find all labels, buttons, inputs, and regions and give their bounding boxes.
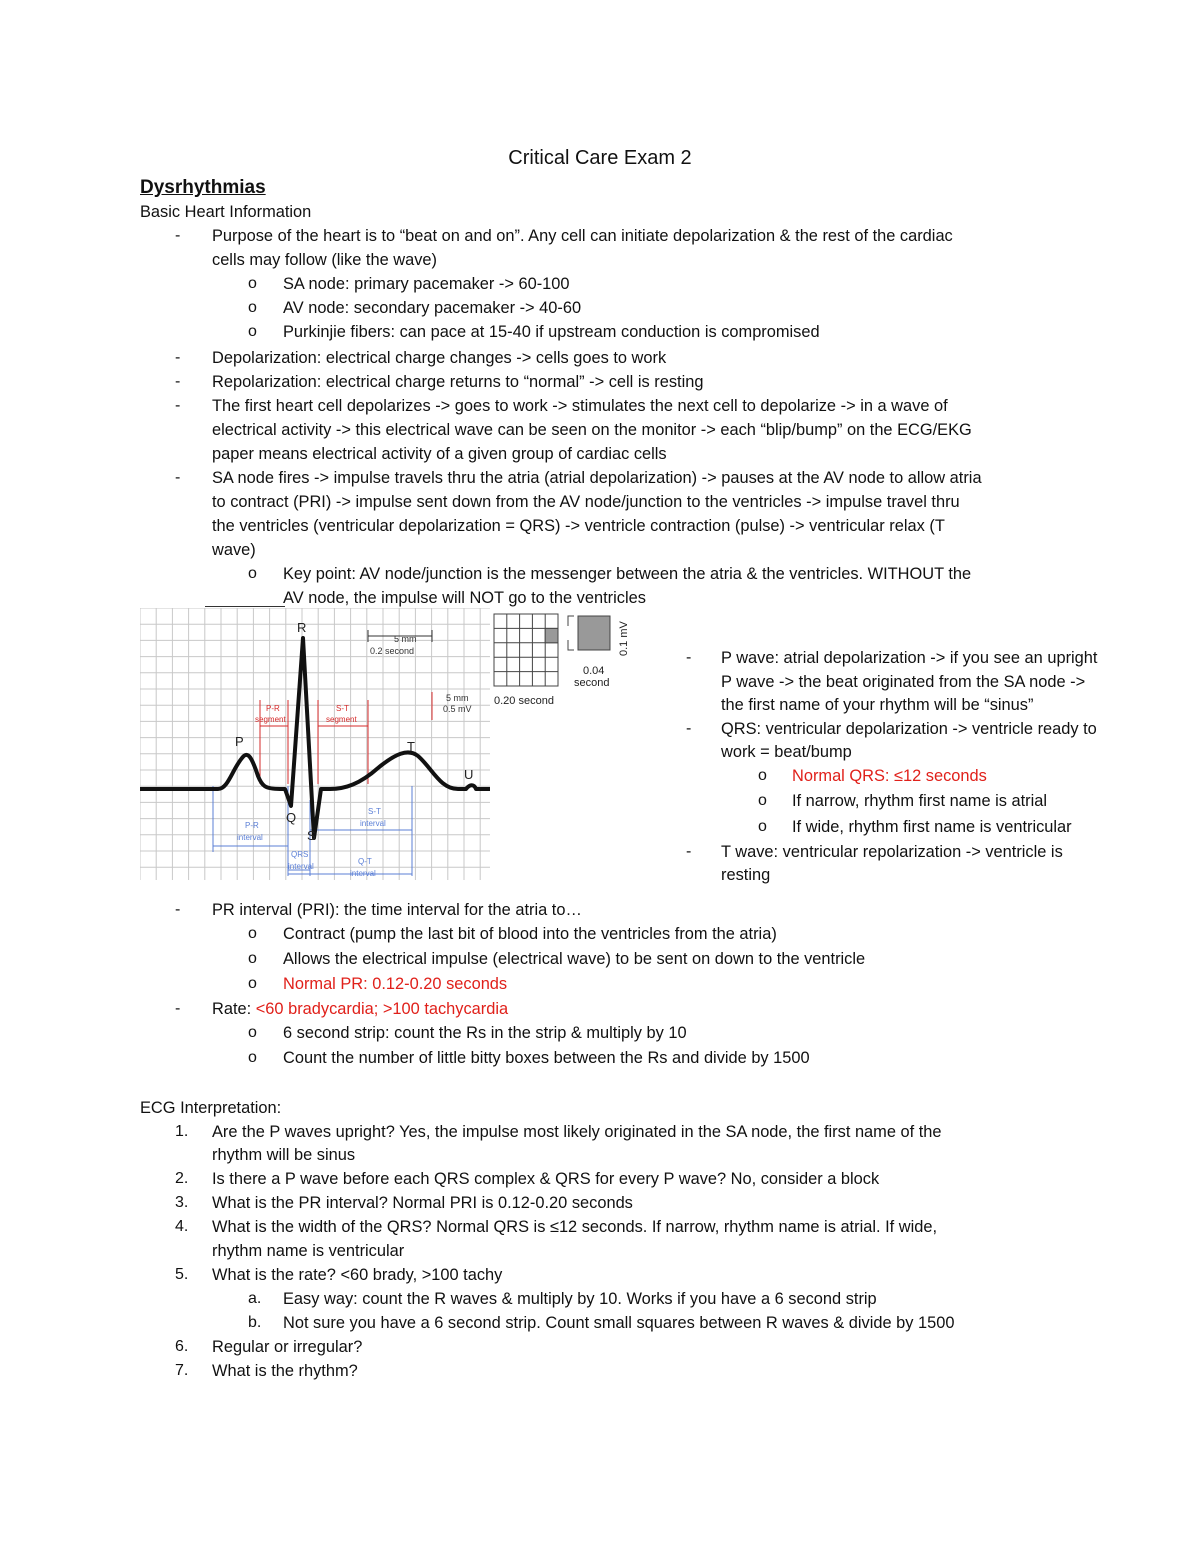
text-line: Not sure you have a 6 second strip. Count small squares between R waves & divide by 1500 — [283, 1314, 955, 1332]
sub-bullet-marker: o — [248, 1049, 257, 1066]
label-qt-interval: Q-T — [358, 857, 372, 866]
sub-bullet-marker: o — [248, 925, 257, 942]
text-line: The first heart cell depolarizes -> goes to work -> stimulates the next cell to depolarize -> in a wave of — [212, 397, 948, 415]
text-line: Allows the electrical impulse (electrical wave) to be sent on down to the ventricle — [283, 950, 866, 968]
text-line: resting — [721, 866, 771, 884]
label-st-interval: interval — [360, 819, 386, 828]
sub-bullet-marker: o — [758, 792, 767, 809]
text-line: SA node: primary pacemaker -> 60-100 — [283, 275, 570, 293]
sub-bullet-marker: o — [758, 767, 767, 784]
label-st-interval: S-T — [368, 807, 381, 816]
text-line: PR interval (PRI): the time interval for the atria to… — [212, 901, 582, 919]
label-Q: Q — [286, 810, 297, 825]
label-5mm: 5 mm — [394, 634, 417, 644]
text-line-highlight: Normal PR: 0.12-0.20 seconds — [283, 975, 508, 993]
label-pr-segment: segment — [255, 715, 286, 724]
ecg-waveform-figure — [140, 608, 490, 880]
label-qrs-interval: QRS — [291, 850, 309, 859]
bullet-marker: - — [175, 469, 181, 486]
text-line: P wave: atrial depolarization -> if you see an upright — [721, 649, 1098, 667]
rate-label: Rate: — [212, 1000, 256, 1018]
label-st-segment: segment — [326, 715, 357, 724]
text-line: SA node fires -> impulse travels thru the atria (atrial depolarization) -> pauses at the AV node to allow atria — [212, 469, 982, 487]
label-0.2-second: 0.2 second — [370, 646, 415, 656]
label-0.04: 0.04 — [583, 665, 605, 677]
text-line: AV node, the impulse will NOT go to the ventricles — [283, 589, 646, 607]
text-line: Are the P waves upright? Yes, the impulse most likely originated in the SA node, the first name of the — [212, 1123, 942, 1141]
text-line: QRS: ventricular depolarization -> ventricle ready to — [721, 720, 1097, 738]
rate-range-highlight: <60 bradycardia; >100 tachycardia — [255, 1000, 509, 1018]
label-T: T — [407, 739, 415, 754]
bullet-marker: - — [175, 1000, 181, 1017]
bullet-marker: - — [686, 720, 692, 737]
text-line: paper means electrical activity of a given group of cardiac cells — [212, 445, 667, 463]
label-R: R — [297, 620, 307, 635]
label-st-segment: S-T — [336, 704, 349, 713]
text-line: Easy way: count the R waves & multiply by 10. Works if you have a 6 second strip — [283, 1290, 877, 1308]
label-S: S — [307, 828, 316, 843]
label-P: P — [235, 734, 244, 749]
label-pr-segment: P-R — [266, 704, 280, 713]
label-0.1-mv: 0.1 mV — [618, 621, 630, 656]
text-line: Repolarization: electrical charge returns to “normal” -> cell is resting — [212, 373, 704, 391]
text-line: Count the number of little bitty boxes between the Rs and divide by 1500 — [283, 1049, 810, 1067]
text-line: What is the rate? <60 brady, >100 tachy — [212, 1266, 503, 1284]
figure-top-rule — [205, 606, 285, 607]
text-line: P wave -> the beat originated from the SA node -> — [721, 673, 1086, 691]
text-line: Is there a P wave before each QRS complex & QRS for every P wave? No, consider a block — [212, 1170, 880, 1188]
list-number: 7. — [175, 1362, 189, 1379]
text-line: Contract (pump the last bit of blood into the ventricles from the atria) — [283, 925, 777, 943]
sub-bullet-marker: o — [248, 323, 257, 340]
bullet-marker: - — [175, 373, 181, 390]
bullet-marker: - — [686, 843, 692, 860]
sub-bullet-marker: o — [248, 1024, 257, 1041]
text-line: Purpose of the heart is to “beat on and on”. Any cell can initiate depolarization & the rest of the cardiac — [212, 227, 953, 245]
text-line: What is the rhythm? — [212, 1362, 358, 1380]
text-line: the ventricles (ventricular depolarization = QRS) -> ventricle contraction (pulse) -> ventricular relax (T — [212, 517, 945, 535]
text-line: 6 second strip: count the Rs in the strip & multiply by 10 — [283, 1024, 687, 1042]
sub-bullet-marker: o — [248, 299, 257, 316]
sub-bullet-marker: o — [248, 950, 257, 967]
ecg-paper-grid-figure — [490, 608, 640, 710]
text-line: the first name of your rhythm will be “sinus” — [721, 696, 1034, 714]
label-qt-interval: interval — [350, 869, 376, 878]
label-pr-interval: P-R — [245, 821, 259, 830]
list-letter: a. — [248, 1290, 262, 1307]
bullet-marker: - — [175, 349, 181, 366]
text-line — [212, 997, 508, 1021]
text-line: If wide, rhythm first name is ventricular — [792, 818, 1072, 836]
bullet-marker: - — [175, 901, 181, 918]
text-line: Key point: AV node/junction is the messenger between the atria & the ventricles. WITHOUT the — [283, 565, 972, 583]
list-number: 2. — [175, 1170, 189, 1187]
list-number: 4. — [175, 1218, 189, 1235]
text-line: What is the PR interval? Normal PRI is 0.12-0.20 seconds — [212, 1194, 633, 1212]
label-0.20-second: 0.20 second — [494, 695, 554, 707]
bullet-marker: - — [686, 649, 692, 666]
text-line: electrical activity -> this electrical wave can be seen on the monitor -> each “blip/bump” on the ECG/EKG — [212, 421, 972, 439]
label-0.5-mv: 0.5 mV — [443, 704, 472, 714]
list-number: 6. — [175, 1338, 189, 1355]
label-U: U — [464, 767, 474, 782]
text-line: rhythm will be sinus — [212, 1146, 356, 1164]
text-line: rhythm name is ventricular — [212, 1242, 405, 1260]
text-line: AV node: secondary pacemaker -> 40-60 — [283, 299, 582, 317]
label-qrs-interval: interval — [288, 862, 314, 871]
text-line: to contract (PRI) -> impulse sent down from the AV node/junction to the ventricles -> impulse travel thru — [212, 493, 960, 511]
text-line: Purkinjie fibers: can pace at 15-40 if upstream conduction is compromised — [283, 323, 820, 341]
subheading-ecg-interpretation: ECG Interpretation: — [140, 1099, 282, 1117]
bullet-marker: - — [175, 227, 181, 244]
text-line: Regular or irregular? — [212, 1338, 363, 1356]
sub-bullet-marker: o — [248, 275, 257, 292]
list-number: 1. — [175, 1123, 189, 1140]
text-line: wave) — [212, 541, 256, 559]
label-pr-interval: interval — [237, 833, 263, 842]
text-line: work = beat/bump — [721, 743, 852, 761]
label-second: second — [574, 677, 610, 689]
section-heading-dysrhythmias: Dysrhythmias — [140, 177, 266, 198]
sub-bullet-marker: o — [248, 565, 257, 582]
list-number: 3. — [175, 1194, 189, 1211]
bullet-marker: - — [175, 397, 181, 414]
text-line: What is the width of the QRS? Normal QRS is ≤12 seconds. If narrow, rhythm name is atrial. If wide, — [212, 1218, 937, 1236]
text-line-highlight: Normal QRS: ≤12 seconds — [792, 767, 987, 785]
sub-bullet-marker: o — [758, 818, 767, 835]
text-line: Depolarization: electrical charge changes -> cells goes to work — [212, 349, 667, 367]
subheading-basic-heart-info: Basic Heart Information — [140, 203, 312, 221]
text-line: T wave: ventricular repolarization -> ventricle is — [721, 843, 1063, 861]
page-title: Critical Care Exam 2 — [508, 147, 692, 169]
text-line: If narrow, rhythm first name is atrial — [792, 792, 1048, 810]
sub-bullet-marker: o — [248, 975, 257, 992]
list-letter: b. — [248, 1314, 262, 1331]
text-line: cells may follow (like the wave) — [212, 251, 437, 269]
label-5mm-vertical: 5 mm — [446, 693, 469, 703]
list-number: 5. — [175, 1266, 189, 1283]
